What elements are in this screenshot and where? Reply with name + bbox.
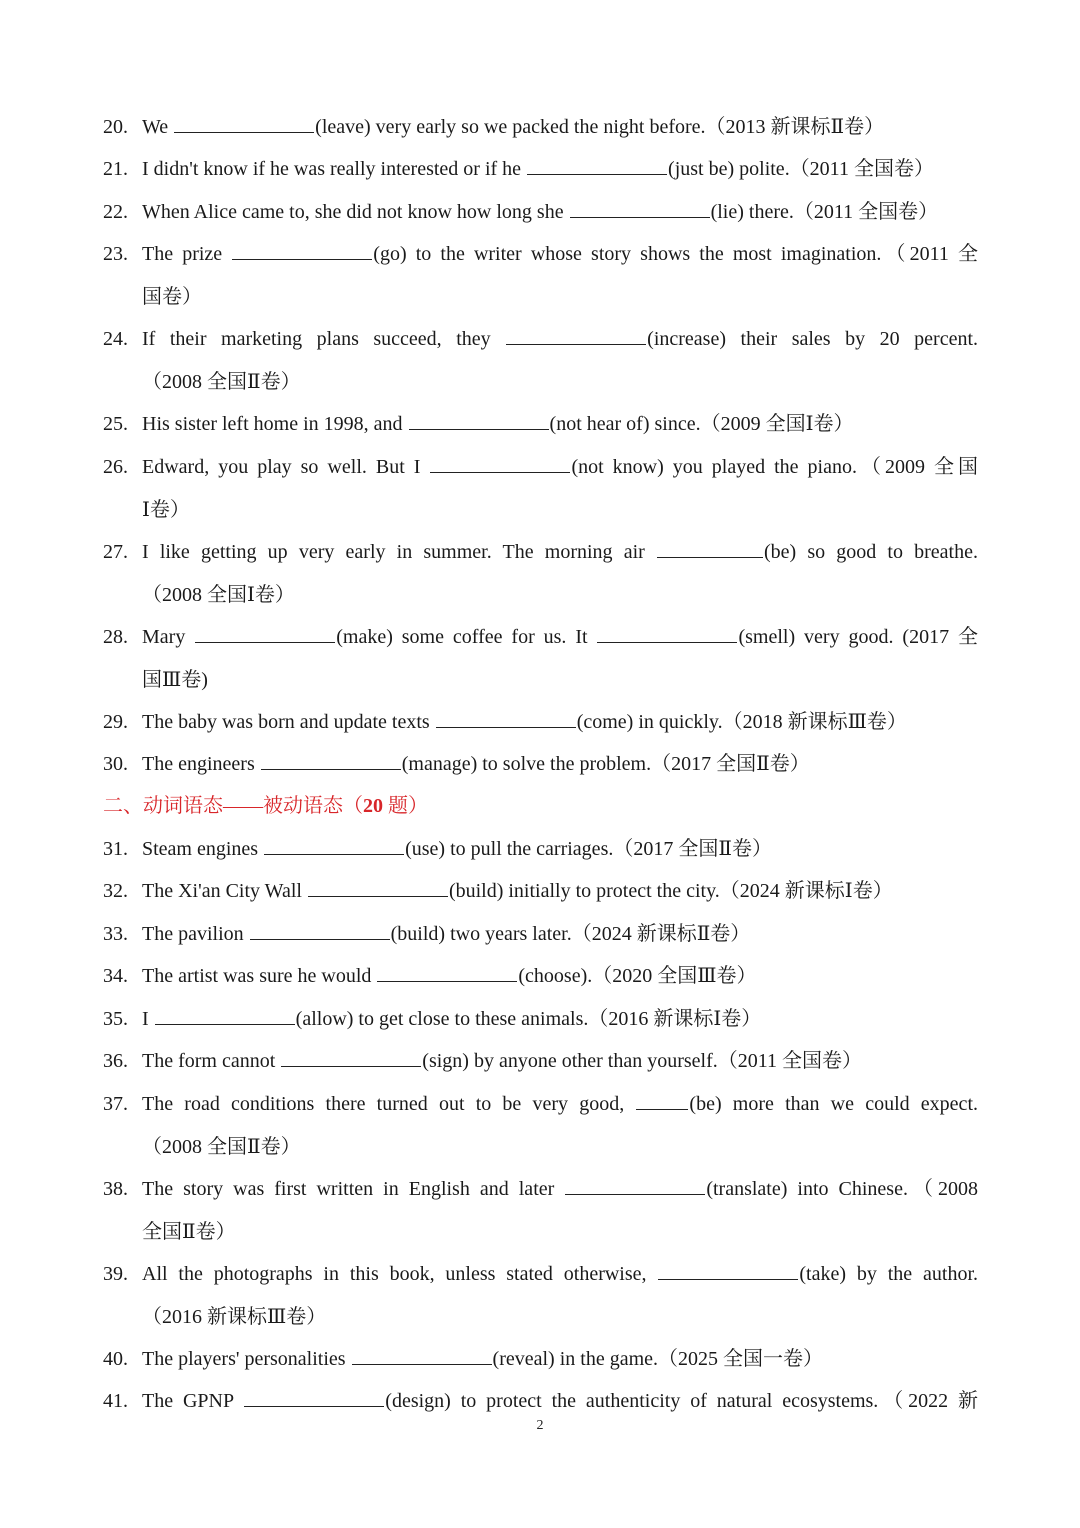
question-31 — [103, 828, 978, 871]
answer-blank[interactable] — [261, 752, 401, 770]
answer-blank[interactable] — [506, 327, 646, 345]
question-32 — [103, 870, 978, 913]
answer-blank[interactable] — [570, 200, 710, 218]
answer-blank[interactable] — [657, 540, 763, 558]
question-continuation: 国卷） — [142, 285, 202, 308]
question-text: (design) to protect the authenticity of natural ecosystems.（2022 新 — [385, 1390, 979, 1412]
section-label: 二、动词语态——被动语态（ — [103, 795, 363, 817]
question-text: (make) some coffee for us. It — [336, 626, 597, 648]
question-text: The pavilion — [142, 923, 249, 945]
question-38 — [103, 1168, 978, 1253]
question-number: 40. — [103, 1348, 128, 1370]
question-text: (leave) very early so we packed the night before.（2013 新课标Ⅱ卷） — [315, 116, 885, 138]
question-text: Edward, you play so well. But I — [142, 456, 430, 478]
question-text: (lie) there.（2011 全国卷） — [710, 201, 939, 223]
question-text: The baby was born and update texts — [142, 711, 435, 733]
question-text: (be) more than we could expect. — [689, 1093, 978, 1115]
question-text: (translate) into Chinese.（2008 — [706, 1178, 978, 1200]
question-23 — [103, 233, 978, 318]
question-21 — [103, 148, 978, 191]
answer-blank[interactable] — [250, 922, 390, 940]
question-text: (go) to the writer whose story shows the most imagination.（2011 全 — [373, 243, 978, 265]
question-27 — [103, 531, 978, 616]
question-number: 21. — [103, 158, 128, 180]
question-number: 37. — [103, 1093, 128, 1115]
question-text: The Xi'an City Wall — [142, 880, 307, 902]
question-text: The players' personalities — [142, 1348, 351, 1370]
answer-blank[interactable] — [244, 1389, 384, 1407]
question-text: His sister left home in 1998, and — [142, 413, 408, 435]
question-text: The engineers — [142, 753, 260, 775]
answer-blank[interactable] — [527, 157, 667, 175]
question-continuation: （2016 新课标Ⅲ卷） — [142, 1305, 327, 1328]
question-text: (not hear of) since.（2009 全国Ⅰ卷） — [549, 413, 854, 435]
answer-blank[interactable] — [658, 1262, 798, 1280]
question-41 — [103, 1380, 978, 1423]
question-37 — [103, 1083, 978, 1168]
question-continuation: 国Ⅲ卷) — [142, 668, 208, 691]
question-text: (just be) polite.（2011 全国卷） — [668, 158, 934, 180]
question-text: (choose).（2020 全国Ⅲ卷） — [518, 965, 757, 987]
question-number: 31. — [103, 838, 128, 860]
question-number: 30. — [103, 753, 128, 775]
question-number: 28. — [103, 626, 128, 648]
question-36 — [103, 1040, 978, 1083]
question-number: 29. — [103, 711, 128, 733]
question-29 — [103, 701, 978, 744]
question-text: Mary — [142, 626, 195, 648]
question-continuation: Ⅰ卷） — [142, 498, 190, 521]
question-text: (increase) their sales by 20 percent. — [647, 328, 979, 350]
question-text: The story was first written in English and later — [142, 1178, 565, 1200]
question-text: I like getting up very early in summer. The morning air — [142, 541, 656, 563]
question-text: (manage) to solve the problem.（2017 全国Ⅱ卷） — [401, 753, 810, 775]
question-number: 25. — [103, 413, 128, 435]
question-30 — [103, 743, 978, 786]
answer-blank[interactable] — [436, 710, 576, 728]
question-text: We — [142, 116, 174, 138]
question-number: 36. — [103, 1050, 128, 1072]
question-20 — [103, 106, 978, 149]
question-39 — [103, 1253, 978, 1338]
question-text: The prize — [142, 243, 232, 265]
question-text: (be) so good to breathe. — [763, 541, 978, 563]
question-text: (come) in quickly.（2018 新课标Ⅲ卷） — [576, 711, 907, 733]
question-40 — [103, 1338, 978, 1381]
answer-blank[interactable] — [352, 1347, 492, 1365]
question-text: (sign) by anyone other than yourself.（2011 全国卷） — [422, 1050, 863, 1072]
question-text: The GPNP — [142, 1390, 244, 1412]
question-number: 38. — [103, 1178, 128, 1200]
question-text: (allow) to get close to these animals.（2016 新课标Ⅰ卷） — [295, 1008, 762, 1030]
question-text: (build) two years later.（2024 新课标Ⅱ卷） — [390, 923, 751, 945]
question-number: 26. — [103, 456, 128, 478]
answer-blank[interactable] — [155, 1007, 295, 1025]
question-text: (build) initially to protect the city.（2024 新课标Ⅰ卷） — [448, 880, 893, 902]
question-text: (smell) very good. (2017 全 — [738, 626, 978, 648]
answer-blank[interactable] — [174, 115, 314, 133]
answer-blank[interactable] — [232, 242, 372, 260]
question-number: 34. — [103, 965, 128, 987]
answer-blank[interactable] — [264, 837, 404, 855]
question-33 — [103, 913, 978, 956]
question-text: The artist was sure he would — [142, 965, 377, 987]
answer-blank[interactable] — [597, 625, 737, 643]
question-number: 22. — [103, 201, 128, 223]
question-text: (use) to pull the carriages.（2017 全国Ⅱ卷） — [405, 838, 772, 860]
question-text: The road conditions there turned out to be very good, — [142, 1093, 636, 1115]
question-text: When Alice came to, she did not know how long she — [142, 201, 569, 223]
question-28 — [103, 616, 978, 701]
question-number: 35. — [103, 1008, 128, 1030]
question-text: (not know) you played the piano.（2009 全国 — [571, 456, 979, 478]
question-number: 39. — [103, 1263, 128, 1285]
question-number: 32. — [103, 880, 128, 902]
question-number: 41. — [103, 1390, 128, 1412]
answer-blank[interactable] — [308, 879, 448, 897]
answer-blank[interactable] — [409, 412, 549, 430]
section-heading — [103, 785, 428, 827]
answer-blank[interactable] — [636, 1092, 688, 1110]
question-continuation: （2008 全国Ⅱ卷） — [142, 1135, 301, 1158]
section-count: 20 — [363, 795, 383, 817]
question-text: If their marketing plans succeed, they — [142, 328, 506, 350]
question-text: I didn't know if he was really interested or if he — [142, 158, 527, 180]
page-number: 2 — [536, 1418, 544, 1433]
answer-blank[interactable] — [565, 1177, 705, 1195]
question-number: 23. — [103, 243, 128, 265]
question-text: Steam engines — [142, 838, 264, 860]
question-number: 20. — [103, 116, 128, 138]
question-number: 33. — [103, 923, 128, 945]
question-text: The form cannot — [142, 1050, 281, 1072]
question-continuation: （2008 全国Ⅰ卷） — [142, 583, 295, 606]
question-number: 24. — [103, 328, 128, 350]
answer-blank[interactable] — [430, 455, 570, 473]
question-text: All the photographs in this book, unless stated otherwise, — [142, 1263, 658, 1285]
question-text: I — [142, 1008, 154, 1030]
question-35 — [103, 998, 978, 1041]
section-label-end: 题） — [383, 795, 428, 817]
question-text: (take) by the author. — [799, 1263, 978, 1285]
question-text: (reveal) in the game.（2025 全国一卷） — [492, 1348, 824, 1370]
question-34 — [103, 955, 978, 998]
question-number: 27. — [103, 541, 128, 563]
answer-blank[interactable] — [281, 1049, 421, 1067]
question-continuation: 全国Ⅱ卷） — [142, 1220, 236, 1243]
question-26 — [103, 446, 978, 531]
question-25 — [103, 403, 978, 446]
question-22 — [103, 191, 978, 234]
question-24 — [103, 318, 978, 403]
question-continuation: （2008 全国Ⅱ卷） — [142, 370, 301, 393]
answer-blank[interactable] — [195, 625, 335, 643]
answer-blank[interactable] — [377, 964, 517, 982]
